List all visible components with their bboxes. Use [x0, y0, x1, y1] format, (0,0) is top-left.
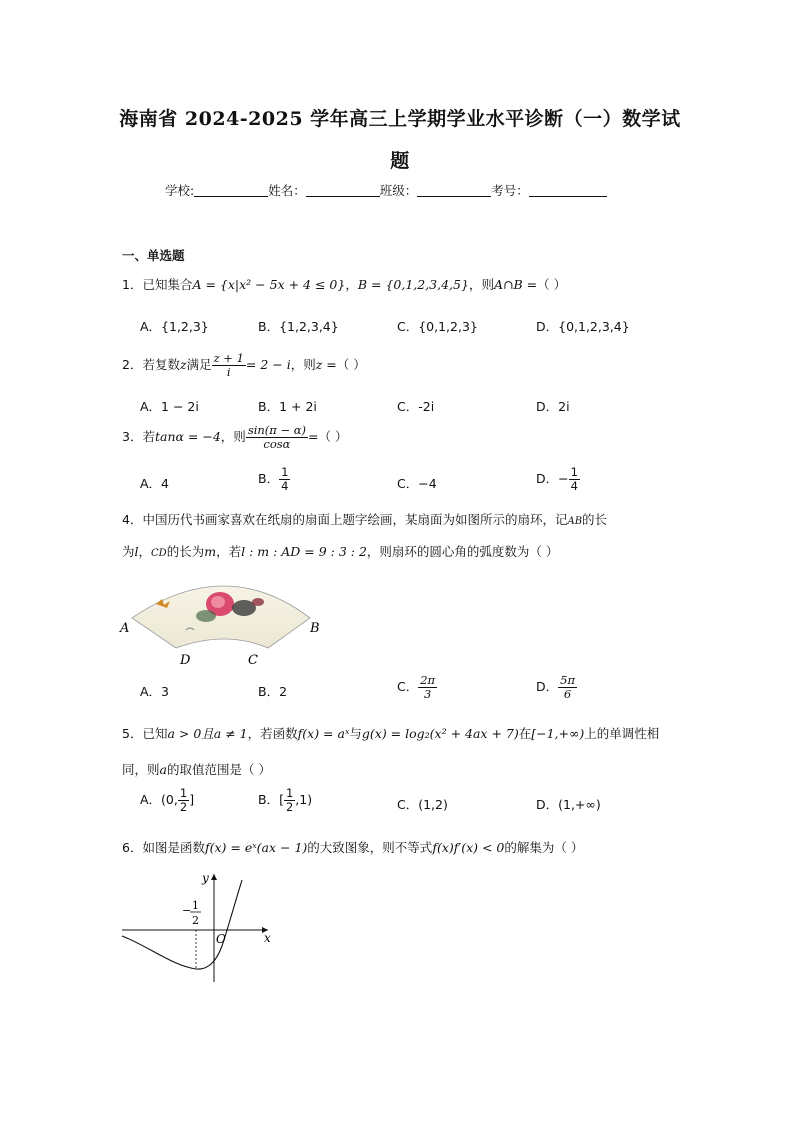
- half-numerator: 1: [192, 899, 199, 912]
- function-graph: [118, 866, 278, 986]
- q1-option-d: D．{0,1,2,3,4}: [536, 319, 630, 334]
- q2-option-a: A．1 − 2i: [140, 399, 199, 414]
- class-label: 班级：: [379, 183, 418, 198]
- section-heading: 一、单选题: [122, 248, 185, 263]
- q3-option-c: C．−4: [397, 476, 437, 491]
- q2-fraction: $\frac{z + 1}{i}$: [213, 351, 244, 380]
- fan-label-a: A: [120, 621, 130, 636]
- y-axis-arrow-icon: [211, 874, 217, 880]
- q5-option-a: A．(0, $\frac{1}{2}$ ]: [140, 786, 195, 815]
- question-4-line1: 4．中国历代书画家喜欢在纸扇的扇面上题字绘画，某扇面为如图所示的扇环，记AB的长: [122, 512, 608, 527]
- q1-option-b: B．{1,2,3,4}: [258, 319, 339, 334]
- q5-option-d: D．(1,+∞): [536, 797, 601, 812]
- page-title-continued: 题: [390, 150, 410, 172]
- exam-number-label: 考号：: [491, 183, 529, 198]
- q2-option-c: C．-2i: [397, 399, 435, 414]
- fan-label-d: D: [180, 653, 191, 668]
- q4-option-b: B．2: [258, 684, 288, 699]
- question-1: 1．已知集合A = {x|x² − 5x + 4 ≤ 0}，B = {0,1,2,3,4,5}，则A∩B =（ ）: [122, 277, 567, 292]
- q3-option-a: A．4: [140, 476, 170, 491]
- origin-label: O: [216, 932, 226, 946]
- student-info-line: [165, 181, 607, 199]
- neg-sign: −: [182, 904, 192, 917]
- fan-label-c: C: [248, 653, 258, 668]
- school-label: 学校:: [165, 183, 195, 198]
- q2-option-b: B．1 + 2i: [258, 399, 317, 414]
- question-4-line2: 为l，CD的长为m，若l : m : AD = 9 : 3 : 2，则扇环的圆心角的弧度数为（ ）: [122, 544, 559, 559]
- q4-option-c: C． $\frac{2\pi}{3}$: [397, 673, 436, 702]
- q3-option-d: D．− $\frac{1}{4}$: [536, 465, 578, 494]
- fan-figure: [118, 568, 328, 668]
- half-denominator: 2: [192, 914, 199, 927]
- fan-label-b: B: [310, 621, 320, 636]
- x-axis-label: x: [264, 931, 271, 945]
- q3-fraction: $\frac{\sin(\pi - \alpha)}{\cos\alpha}$: [247, 423, 307, 452]
- q5-option-b: B．[ $\frac{1}{2}$ ,1): [258, 786, 313, 815]
- question-5-line1: 5．已知a > 0且a ≠ 1，若函数f(x) = aˣ与g(x) = log₂(x² + 4ax + 7)在[−1,+∞)上的单调性相: [122, 726, 660, 741]
- question-3: 3．若tanα = −4，则 $\frac{\sin(\pi - \alpha)}{\cos\alpha}$ =（ ）: [122, 423, 348, 452]
- school-blank[interactable]: [194, 196, 268, 197]
- q4-option-a: A．3: [140, 684, 170, 699]
- question-6: 6．如图是函数f(x) = eˣ(ax − 1)的大致图象，则不等式f(x)f′(x) < 0的解集为（ ）: [122, 840, 584, 855]
- name-blank[interactable]: [306, 196, 380, 197]
- q1-option-a: A．{1,2,3}: [140, 319, 209, 334]
- y-axis-label: y: [202, 871, 209, 885]
- q3-option-b: B． $\frac{1}{4}$: [258, 465, 289, 494]
- page-title: 海南省 2024-2025 学年高三上学期学业水平诊断（一）数学试: [119, 108, 681, 130]
- question-5-line2: 同，则a的取值范围是（ ）: [122, 762, 271, 777]
- name-label: 姓名：: [268, 183, 306, 198]
- question-2: 2．若复数z满足 $\frac{z + 1}{i}$ = 2 − i，则z =（ ）: [122, 351, 366, 380]
- exam-number-blank[interactable]: [529, 196, 607, 197]
- function-curve: [122, 880, 242, 969]
- class-blank[interactable]: [417, 196, 491, 197]
- q4-option-d: D． $\frac{5\pi}{6}$: [536, 673, 576, 702]
- q5-option-c: C．(1,2): [397, 797, 448, 812]
- q1-option-c: C．{0,1,2,3}: [397, 319, 478, 334]
- q2-option-d: D．2i: [536, 399, 570, 414]
